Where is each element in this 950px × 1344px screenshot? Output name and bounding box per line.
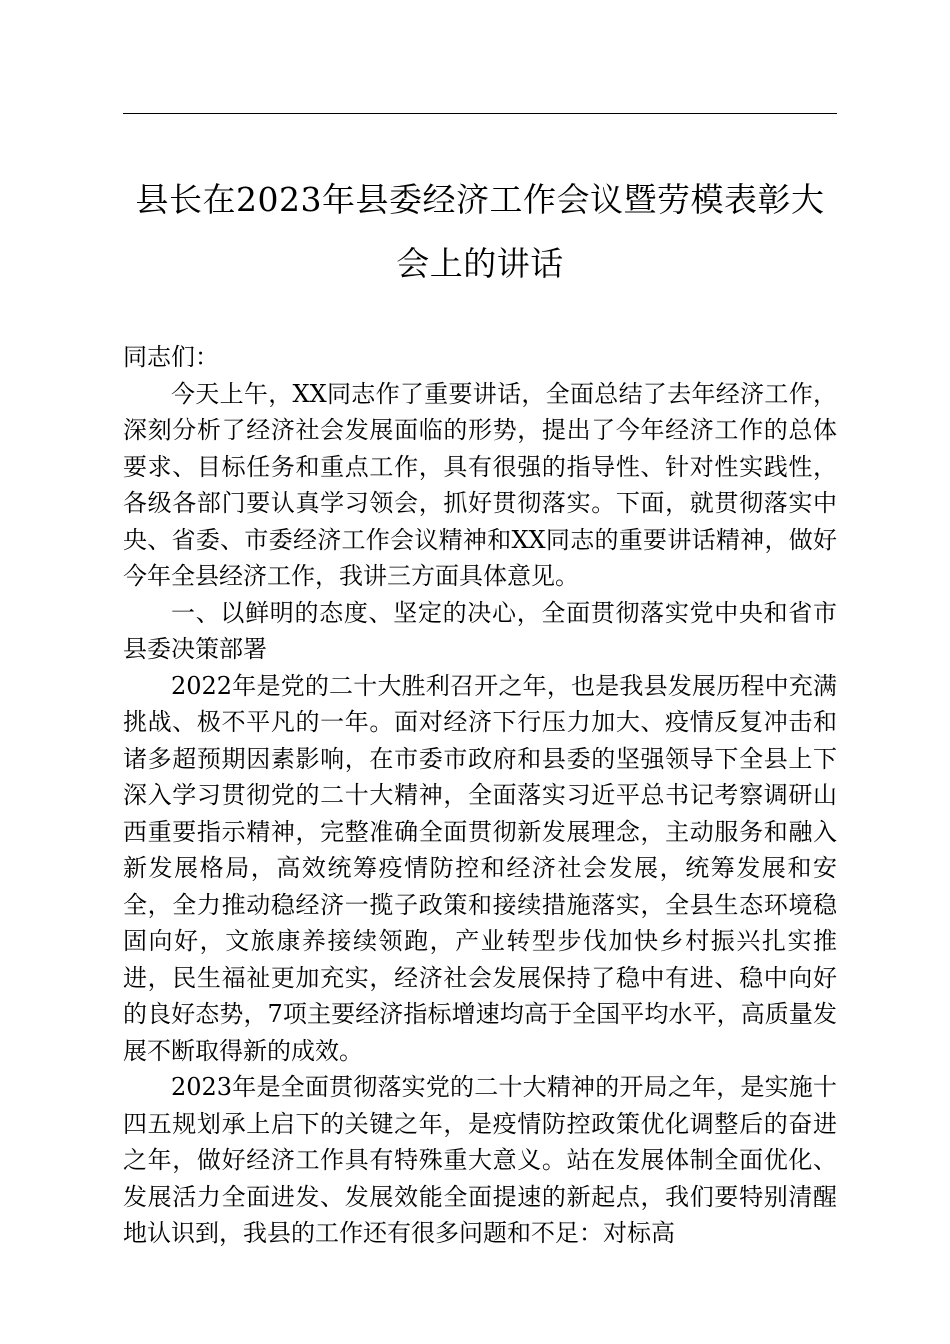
document-title: 县长在2023年县委经济工作会议暨劳模表彰大会上的讲话 — [135, 180, 825, 283]
paragraph-2022-review: 2022年是党的二十大胜利召开之年，也是我县发展历程中充满挑战、极不平凡的一年。面对经济下行压力加大、疫情反复冲击和诸多超预期因素影响，在市委市政府和县委的坚强领导下全县上下深入学习贯彻党的二十大精神，全面落实习近平总书记考察调研山西重要指示精神，完整准确全面贯彻新发展理念，主动服务和融入新发展格局，高效统筹疫情防控和经济社会发展，统筹发展和安全，全力推动稳经济一揽子政策和接续措施落实，全县生态环境稳固向好，文旅康养接续领跑，产业转型步伐加快乡村振兴扎实推进，民生福祉更加充实，经济社会发展保持了稳中有进、稳中向好的良好态势，7项主要经济指标增速均高于全国平均水平，高质量发展不断取得新的成效。 — [123, 671, 837, 1065]
section-heading-1: 一、以鲜明的态度、坚定的决心，全面贯彻落实党中央和省市县委决策部署 — [123, 598, 837, 663]
salutation: 同志们： — [123, 343, 219, 371]
header-rule — [123, 113, 837, 114]
document-body — [123, 339, 837, 1252]
paragraph-intro: 今天上午，XX同志作了重要讲话，全面总结了去年经济工作，深刻分析了经济社会发展面临的形势，提出了今年经济工作的总体要求、目标任务和重点工作，具有很强的指导性、针对性实践性，各级各部门要认真学习领会，抓好贯彻落实。下面，就贯彻落实中央、省委、市委经济工作会议精神和XX同志的重要讲话精神，做好今年全县经济工作，我讲三方面具体意见。 — [123, 379, 837, 590]
paragraph-2023-outlook: 2023年是全面贯彻落实党的二十大精神的开局之年，是实施十四五规划承上启下的关键之年，是疫情防控政策优化调整后的奋进之年，做好经济工作具有特殊重大意义。站在发展体制全面优化、发展活力全面进发、发展效能全面提速的新起点，我们要特别清醒地认识到，我县的工作还有很多问题和不足：对标高 — [123, 1073, 837, 1247]
